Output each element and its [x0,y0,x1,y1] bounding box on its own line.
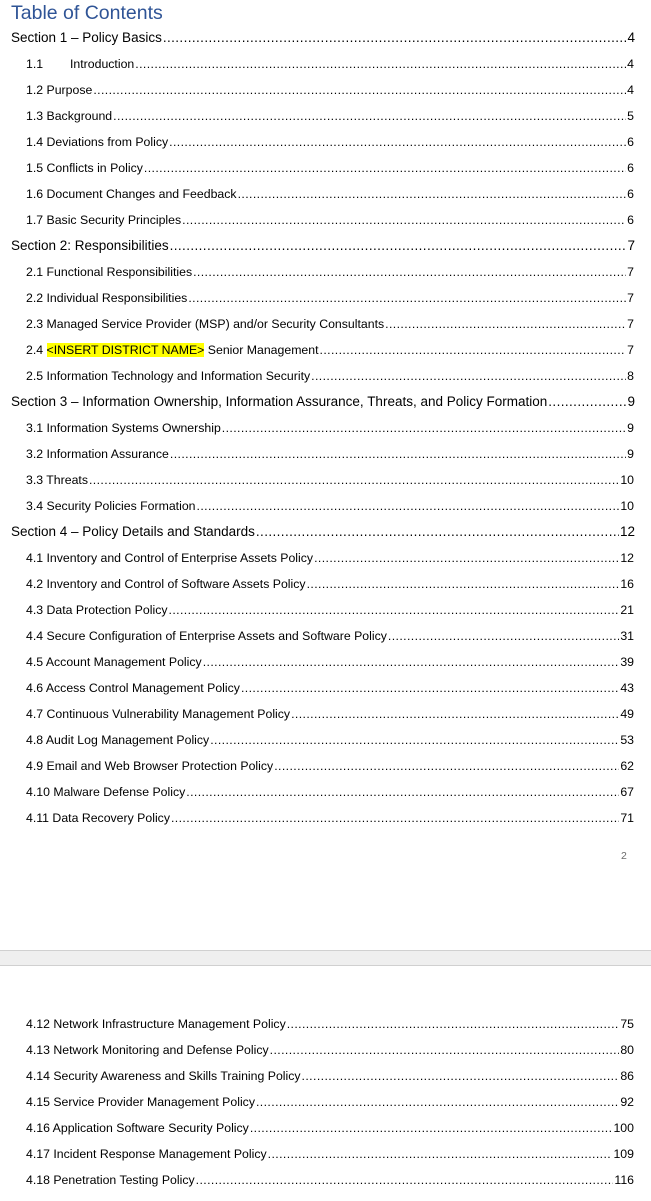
toc-entry-label: 4.7 Continuous Vulnerability Management Policy [26,707,291,721]
dot-leader [241,679,619,697]
toc-entry-label: 1.3 Background [26,109,113,123]
toc-entry-label: 4.9 Email and Web Browser Protection Policy [26,759,274,773]
toc-subsection-entry[interactable] [26,1169,634,1189]
placeholder-highlight: <INSERT DISTRICT NAME> [46,343,205,357]
toc-subsection-entry[interactable] [26,755,634,775]
toc-subsection-entry[interactable] [26,261,634,281]
dot-leader [238,185,627,203]
dot-leader [222,419,626,437]
toc-entry-label: 4.12 Network Infrastructure Management Policy [26,1017,286,1031]
toc-subsection-entry[interactable] [26,495,634,515]
toc-subsection-entry[interactable] [26,443,634,463]
dot-leader [548,393,626,411]
toc-subsection-entry[interactable] [26,183,634,203]
toc-entry-label: 1.2 Purpose [26,83,93,97]
toc-entry-label [26,55,134,73]
toc-entry-label: 3.4 Security Policies Formation [26,499,196,513]
toc-subsection-entry[interactable] [26,781,634,801]
toc-page-number: 7 [627,317,634,331]
dot-leader [163,29,627,47]
toc-page-number: 9 [627,421,634,435]
toc-subsection-entry[interactable] [26,313,634,333]
toc-page-number: 116 [614,1173,634,1187]
dot-leader [188,289,626,307]
toc-page-number: 16 [620,577,634,591]
dot-leader [196,1171,614,1189]
toc-entry-label: 1.7 Basic Security Principles [26,213,182,227]
toc-entry-label: Section 1 – Policy Basics [11,30,162,45]
toc-entry-label: 3.2 Information Assurance [26,447,169,461]
toc-section-entry[interactable] [11,391,635,411]
toc-entry-label: Section 4 – Policy Details and Standards [11,524,255,539]
document-page-2 [0,966,651,1201]
toc-page-number: 9 [627,447,634,461]
toc-entry-label: 4.17 Incident Response Management Policy [26,1147,267,1161]
toc-subsection-entry[interactable] [26,105,634,125]
dot-leader [256,523,619,541]
dot-leader [135,55,626,73]
dot-leader [287,1015,620,1033]
dot-leader [307,575,620,593]
toc-subsection-entry[interactable] [26,287,634,307]
toc-page-number: 6 [627,135,634,149]
dot-leader [113,107,626,125]
toc-subsection-entry[interactable] [26,1013,634,1033]
toc-entry-suffix: Senior Management [204,343,319,357]
toc-page-number: 8 [627,369,634,383]
toc-subsection-entry[interactable] [26,1091,634,1111]
toc-entry-label: 4.15 Service Provider Management Policy [26,1095,255,1109]
dot-leader [210,731,619,749]
toc-subsection-entry[interactable] [26,53,634,73]
toc-page-number: 80 [620,1043,634,1057]
dot-leader [182,211,626,229]
toc-title: Table of Contents [11,2,163,24]
dot-leader [144,159,626,177]
dot-leader [314,549,619,567]
toc-page-number: 100 [613,1121,634,1135]
dot-leader [302,1067,620,1085]
toc-entry-label: Section 3 – Information Ownership, Information Assurance, Threats, and Policy Formation [11,394,548,409]
dot-leader [291,705,619,723]
toc-subsection-entry[interactable] [26,573,634,593]
toc-page-number: 5 [627,109,634,123]
toc-subsection-entry[interactable] [26,79,634,99]
dot-leader [268,1145,613,1163]
toc-entry-label: 3.1 Information Systems Ownership [26,421,221,435]
toc-page-number: 6 [627,213,634,227]
page-number: 2 [621,850,627,862]
toc-subsection-entry[interactable] [26,157,634,177]
toc-page-number: 92 [620,1095,634,1109]
dot-leader [171,809,619,827]
toc-subsection-entry[interactable] [26,625,634,645]
toc-subsection-entry[interactable] [26,1039,634,1059]
toc-page-number: 12 [620,551,634,565]
dot-leader [250,1119,613,1137]
toc-entry-label: Section 2: Responsibilities [11,238,169,253]
toc-subsection-entry[interactable] [26,1117,634,1137]
toc-page-number: 6 [627,187,634,201]
dot-leader [203,653,620,671]
dot-leader [93,81,626,99]
toc-page-number: 10 [620,473,634,487]
toc-entry-label: 2.1 Functional Responsibilities [26,265,193,279]
toc-page-number: 4 [627,30,635,45]
dot-leader [169,133,626,151]
toc-page-number: 6 [627,161,634,175]
page-gap [0,950,651,966]
toc-entry-label: 1.4 Deviations from Policy [26,135,169,149]
toc-subsection-entry[interactable] [26,365,634,385]
toc-entry-label: 4.1 Inventory and Control of Enterprise Assets Policy [26,551,314,565]
toc-page-number: 21 [620,603,634,617]
toc-section-entry[interactable] [11,27,635,47]
dot-leader [186,783,619,801]
dot-leader [311,367,626,385]
toc-section-entry[interactable] [11,521,635,541]
toc-subsection-entry[interactable] [26,729,634,749]
toc-page-number: 39 [620,655,634,669]
toc-page-number: 4 [627,83,634,97]
toc-page-number: 7 [627,265,634,279]
toc-entry-label: 3.3 Threats [26,473,88,487]
toc-entry-label: 4.4 Secure Configuration of Enterprise Assets and Software Policy [26,629,387,643]
dot-leader [193,263,626,281]
toc-subsection-entry[interactable] [26,651,634,671]
toc-page-number: 109 [613,1147,634,1161]
toc-entry-label: 1.5 Conflicts in Policy [26,161,143,175]
toc-page-number: 67 [620,785,634,799]
toc-page-number: 31 [620,629,634,643]
toc-entry-label: 4.6 Access Control Management Policy [26,681,240,695]
dot-leader [89,471,619,489]
toc-page-number: 12 [619,524,635,539]
dot-leader [197,497,620,515]
dot-leader [274,757,619,775]
toc-entry-label: 4.2 Inventory and Control of Software Assets Policy [26,577,306,591]
toc-page-number: 7 [627,238,635,253]
toc-subsection-entry[interactable] [26,807,634,827]
toc-subsection-entry[interactable] [26,339,634,359]
toc-entry-label: 4.13 Network Monitoring and Defense Policy [26,1043,269,1057]
toc-entry-prefix: 2.4 [26,343,47,357]
toc-page-number: 43 [620,681,634,695]
toc-page-number: 10 [620,499,634,513]
toc-subsection-entry[interactable] [26,703,634,723]
dot-leader [320,341,627,359]
toc-entry-label: 4.3 Data Protection Policy [26,603,168,617]
toc-subsection-entry[interactable] [26,209,634,229]
toc-subsection-entry[interactable] [26,1065,634,1085]
toc-page-number: 53 [620,733,634,747]
toc-page-number: 7 [627,291,634,305]
dot-leader [388,627,619,645]
dot-leader [270,1041,620,1059]
toc-subsection-entry[interactable] [26,1143,634,1163]
toc-entry-text: Introduction [70,57,135,71]
toc-subsection-entry[interactable] [26,131,634,151]
toc-page-number: 49 [620,707,634,721]
toc-entry-label: 1.6 Document Changes and Feedback [26,187,237,201]
toc-page-number: 75 [620,1017,634,1031]
toc-entry-label: 2.2 Individual Responsibilities [26,291,188,305]
toc-entry-label: 4.18 Penetration Testing Policy [26,1173,195,1187]
toc-page-number: 86 [620,1069,634,1083]
toc-entry-label: 4.14 Security Awareness and Skills Training Policy [26,1069,301,1083]
toc-entry-label [26,341,319,359]
toc-page-number: 62 [620,759,634,773]
dot-leader [170,237,627,255]
toc-entry-number: 1.1 [26,57,44,71]
toc-subsection-entry[interactable] [26,547,634,567]
toc-entry-label: 4.11 Data Recovery Policy [26,811,170,825]
toc-entry-label: 4.8 Audit Log Management Policy [26,733,210,747]
toc-subsection-entry[interactable] [26,417,634,437]
toc-page-number: 9 [627,394,635,409]
toc-entry-label: 2.5 Information Technology and Information Security [26,369,311,383]
dot-leader [169,601,620,619]
toc-subsection-entry[interactable] [26,599,634,619]
toc-entry-label: 4.10 Malware Defense Policy [26,785,186,799]
toc-page-number: 71 [620,811,634,825]
toc-entry-label: 4.5 Account Management Policy [26,655,202,669]
toc-entry-label: 2.3 Managed Service Provider (MSP) and/or Security Consultants [26,317,385,331]
toc-page-number: 4 [627,57,634,71]
dot-leader [256,1093,619,1111]
toc-entry-label: 4.16 Application Software Security Policy [26,1121,249,1135]
toc-section-entry[interactable] [11,235,635,255]
toc-page-number: 7 [627,343,634,357]
toc-subsection-entry[interactable] [26,677,634,697]
dot-leader [170,445,626,463]
dot-leader [385,315,626,333]
toc-subsection-entry[interactable] [26,469,634,489]
